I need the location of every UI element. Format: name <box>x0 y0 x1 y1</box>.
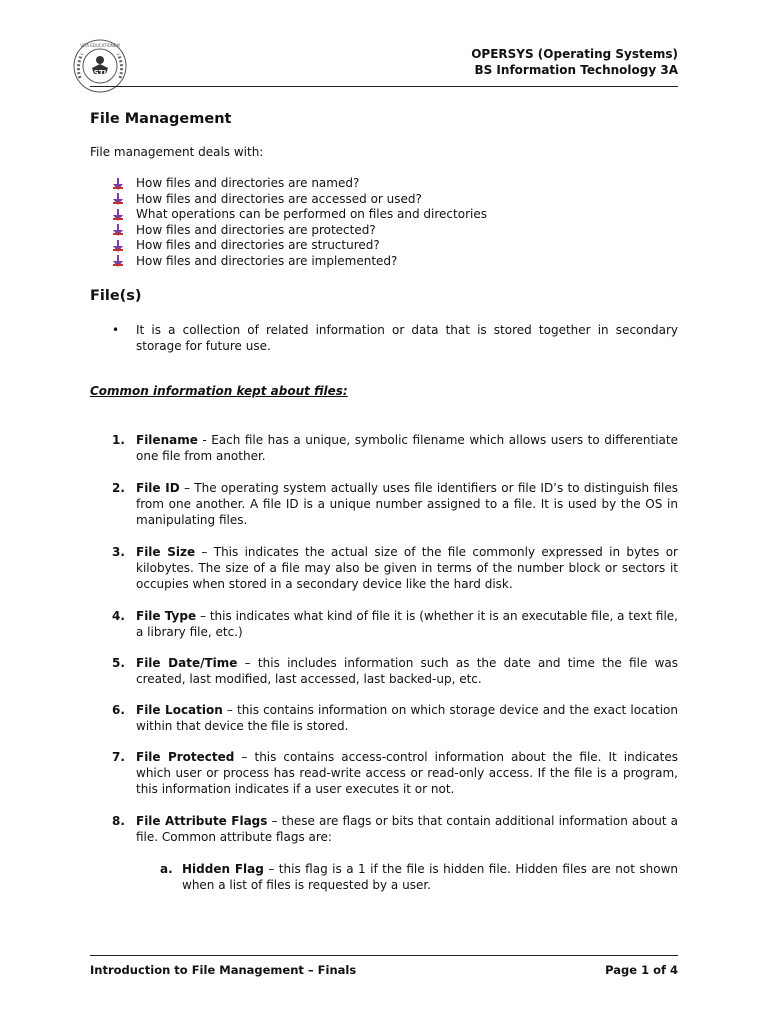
arrow-bullet-icon <box>112 209 124 221</box>
page-number: Page 1 of 4 <box>605 963 678 977</box>
section-intro: File management deals with: <box>90 145 264 159</box>
arrow-bullet-icon <box>112 240 124 252</box>
list-item: How files and directories are protected? <box>112 223 487 239</box>
list-item-file-size: 3. File Size – This indicates the actual size of the file commonly expressed in bytes or kilobytes. The size of a file may also be given in terms of the number block or sectors it occupies when stored in a secondary device like the hard disk. <box>112 545 678 591</box>
list-item: How files and directories are structured? <box>112 238 487 254</box>
list-item-file-location: 6. File Location – this contains information on which storage device and the exact location within that device the file is stored. <box>112 703 678 733</box>
footer-divider <box>90 955 678 956</box>
program-title: BS Information Technology 3A <box>474 63 678 77</box>
list-item: How files and directories are implemented? <box>112 254 487 270</box>
list-item-file-id: 2. File ID – The operating system actually uses file identifiers or file ID’s to distinguish files from one another. A file ID is a unique number assigned to a file. It is used by the OS in manipulating files. <box>112 481 678 527</box>
header-divider <box>90 86 678 87</box>
bullet-dot-icon: • <box>112 323 120 337</box>
subheading-common-info: Common information kept about files: <box>90 384 348 398</box>
list-item-file-attribute-flags: 8. File Attribute Flags – these are flags or bits that contain additional information about a file. Common attribute flags are: <box>112 814 678 844</box>
list-item-file-type: 4. File Type – this indicates what kind of file it is (whether it is an executable file, a text file, a library file, etc.) <box>112 609 678 639</box>
list-item-filename: 1. Filename - Each file has a unique, symbolic filename which allows users to differentiate one file from another. <box>112 433 678 463</box>
files-definition: • It is a collection of related information or data that is stored together in secondary storage for future use. <box>112 323 678 353</box>
svg-text:STI: STI <box>93 69 107 77</box>
arrow-bullet-icon <box>112 255 124 267</box>
section-title-files: File(s) <box>90 288 142 304</box>
list-item: How files and directories are accessed or used? <box>112 192 487 208</box>
list-item: How files and directories are named? <box>112 176 487 192</box>
section-title-file-management: File Management <box>90 111 232 127</box>
svg-text:VITA EDUCATIONEM: VITA EDUCATIONEM <box>80 43 120 48</box>
course-title: OPERSYS (Operating Systems) <box>471 47 678 61</box>
file-management-list <box>112 176 487 269</box>
arrow-bullet-icon <box>112 178 124 190</box>
list-item-file-date-time: 5. File Date/Time – this includes information such as the date and time the file was created, last modified, last accessed, last backed-up, etc. <box>112 656 679 686</box>
list-item-file-protected: 7. File Protected – this contains access-control information about the file. It indicates which user or process has read-write access or read-only access. If the file is a program, this information indicates if a user executes it or not. <box>112 750 678 796</box>
sublist-item-hidden-flag: a. Hidden Flag – this flag is a 1 if the file is hidden file. Hidden files are not shown when a list of files is requested by a user. <box>160 862 678 892</box>
list-item: What operations can be performed on files and directories <box>112 207 487 223</box>
header-course-info <box>471 46 678 78</box>
footer-title: Introduction to File Management – Finals <box>90 963 357 977</box>
arrow-bullet-icon <box>112 224 124 236</box>
arrow-bullet-icon <box>112 193 124 205</box>
